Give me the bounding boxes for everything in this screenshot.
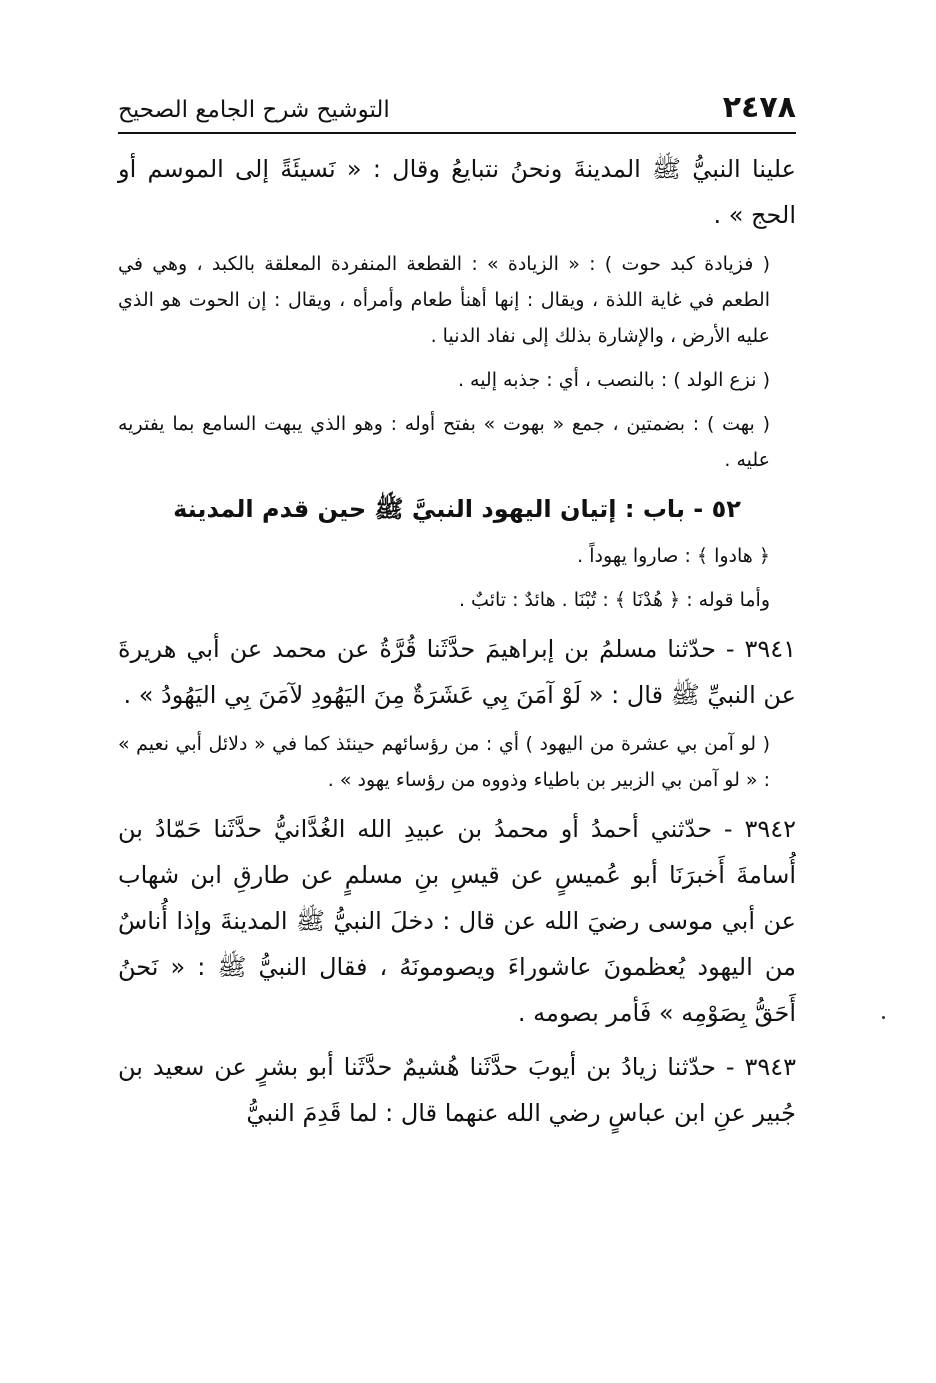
hadith-paragraph: ٣٩٤١ - حدّثنا مسلمُ بن إبراهيمَ حدَّثَنا قُرَّةُ عن محمد عن أبي هريرةَ عن النبيِّ ﷺ قال : « لَوْ آمَنَ بِي عَشَرَةٌ مِنَ اليَهُودِ لآمَنَ بِي اليَهُودُ » . (118, 635, 796, 709)
commentary-paragraph: ( لو آمن بي عشرة من اليهود ) أي : من رؤسائهم حينئذ كما في « دلائل أبي نعيم » : « لو آمن بي الزبير بن باطياء وذووه من رؤساء يهود » . (118, 733, 770, 791)
commentary-paragraph: ( بهت ) : بضمتين ، جمع « بهوت » بفتح أوله : وهو الذي يبهت السامع بما يفتريه عليه . (118, 413, 770, 471)
hadith-paragraph: ٣٩٤٢ - حدّثني أحمدُ أو محمدُ بن عبيدِ الله الغُدَّانيُّ حدَّثَنا حَمّادُ بن أُسامةَ أَخبرَنَا أبو عُميسٍ عن قيسِ بنِ مسلمٍ عن طارقِ ابن شهاب عن أبي موسى رضيَ الله عن قال : دخلَ النبيُّ ﷺ المدينةَ وإذا أُناسٌ من اليهود يُعظمونَ عاشوراءَ ويصومونَهُ ، فقال النبيُّ ﷺ : « نَحنُ أَحَقُّ بِصَوْمِه » فَأمر بصومه . (118, 815, 796, 1027)
ink-speck (882, 1016, 885, 1019)
page-header (118, 88, 796, 134)
hadith-paragraph: ٣٩٤٣ - حدّثنا زيادُ بن أيوبَ حدَّثَنا هُشيمٌ حدَّثَنا أبو بشرٍ عن سعيد بن جُبير عنِ ابن عباسٍ رضي الله عنهما قال : لما قَدِمَ النبيُّ (118, 1053, 796, 1127)
text-paragraph: علينا النبيُّ ﷺ المدينةَ ونحنُ نتبايعُ وقال : « نَسيئَةً إلى الموسم أو الحج » . (118, 155, 796, 229)
commentary-paragraph: وأما قوله : ﴿ هُدْنَا ﴾ : تُبْنَا . هائدٌ : تائبٌ . (458, 589, 770, 611)
commentary-paragraph: ( فزيادة كبد حوت ) : « الزيادة » : القطعة المنفردة المعلقة بالكبد ، وهي في الطعم في غاية اللذة ، ويقال : إنها أهنأ طعام وأمرأه ، ويقال : إن الحوت هو الذي عليه الأرض ، والإشارة بذلك إلى نفاد الدنيا . (118, 253, 770, 347)
chapter-heading: ٥٢ - باب : إتيان اليهود النبيَّ ﷺ حين قدم المدينة (173, 495, 741, 523)
commentary-paragraph: ( نزع الولد ) : بالنصب ، أي : جذبه إليه . (457, 369, 770, 391)
commentary-paragraph: ﴿ هادوا ﴾ : صاروا يهوداً . (577, 545, 770, 567)
running-title: التوشيح شرح الجامع الصحيح (118, 97, 390, 123)
page-body (118, 146, 796, 1144)
page-number: ٢٤٧٨ (722, 90, 796, 125)
